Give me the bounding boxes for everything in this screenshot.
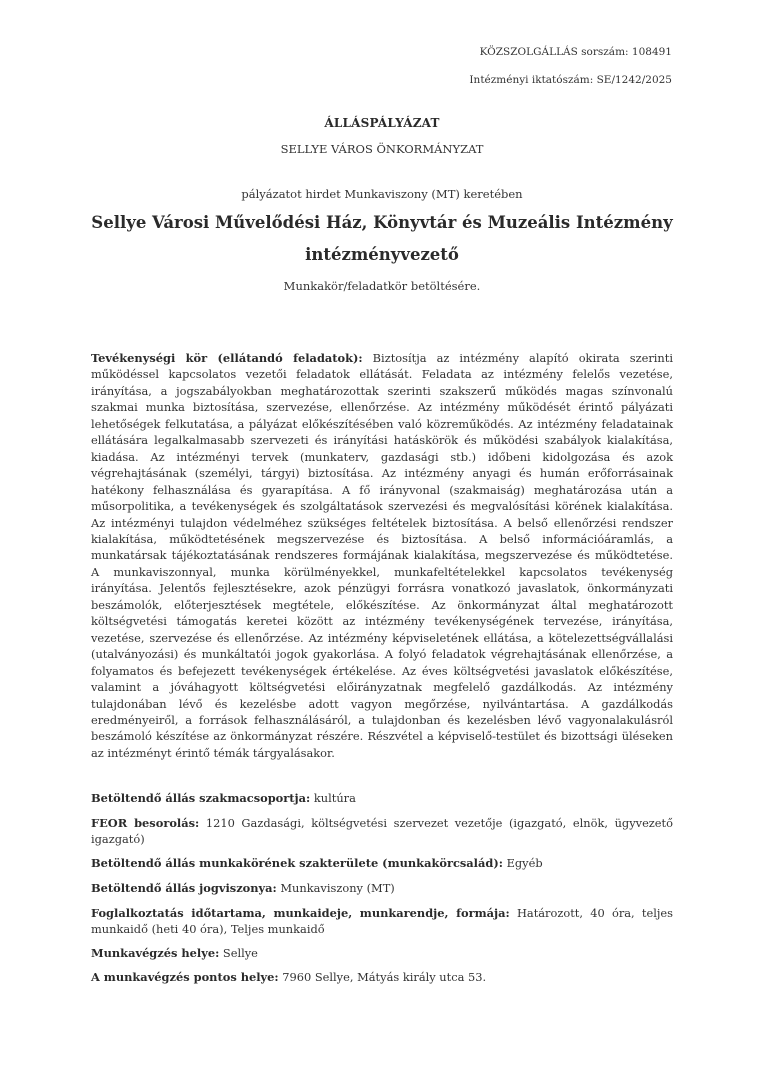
field-legal-relationship	[91, 880, 673, 896]
service-number-line	[480, 46, 672, 58]
field-employment-terms	[91, 905, 673, 938]
field-label: Foglalkoztatás időtartama, munkaideje, munkarendje, formája:	[91, 906, 510, 920]
field-label: Munkavégzés helye:	[91, 946, 220, 960]
registry-number: SE/1242/2025	[596, 74, 672, 86]
field-label: FEOR besorolás:	[91, 816, 200, 830]
field-value: 1210 Gazdasági, költségvetési szervezet vezetője (igazgató, elnök, ügyvezető igazgató)	[91, 816, 673, 847]
filling-line: Munkakör/feladatkör betöltésére.	[283, 279, 481, 293]
field-exact-address	[91, 969, 673, 985]
issuer-name: SELLYE VÁROS ÖNKORMÁNYZAT	[280, 142, 484, 156]
service-number-label: KÖZSZOLGÁLLÁS sorszám:	[479, 46, 629, 58]
duties-label: Tevékenységi kör (ellátandó feladatok):	[91, 351, 363, 365]
field-label: Betöltendő állás szakmacsoportja:	[91, 791, 311, 805]
registry-number-line	[469, 74, 672, 86]
field-label: Betöltendő állás jogviszonya:	[91, 881, 277, 895]
field-value: 7960 Sellye, Mátyás király utca 53.	[278, 970, 487, 984]
position-title: intézményvezető	[305, 245, 459, 264]
field-value: Munkaviszony (MT)	[276, 881, 395, 895]
field-value: Egyéb	[502, 856, 543, 870]
announcement-line: pályázatot hirdet Munkaviszony (MT) keretében	[241, 187, 523, 201]
registry-label: Intézményi iktatószám:	[469, 74, 594, 86]
duties-paragraph	[91, 350, 673, 761]
field-job-group	[91, 790, 673, 806]
field-work-place	[91, 945, 673, 961]
field-value: kultúra	[310, 791, 356, 805]
service-number: 108491	[631, 46, 672, 58]
field-job-area	[91, 855, 673, 871]
field-label: A munkavégzés pontos helye:	[91, 970, 279, 984]
duties-text: Biztosítja az intézmény alapító okirata szerinti működéssel kapcsolatos vezetői feladatok ellátását. Feladata az intézmény felelős vezetése, irányítása, a jogszabályokban meghatározottak szerinti szakszerű működés magas színvonalú szakmai munka biztosítása, szervezése, ellenőrzése. Az intézmény működését érintő pályázati lehetőségek felkutatása, a pályázat előkészítésében való közreműködés. Az intézmény feladatainak ellátására legalkalmasabb szervezeti és irányítási hatáskörök és működési szabályok kialakítása, kiadása. Az intézményi tervek (munkaterv, gazdasági stb.) időbeni kidolgozása és azok végrehajtásának (személyi, tárgyi) biztosítása. Az intézmény anyagi és humán erőforrásainak hatékony felhasználása és gyarapítása. A fő irányvonal (szakmaiság) meghatározása után a műsorpolitika, a tevékenységek és szolgáltatások szervezési és megvalósítási körének kialakítása. Az intézményi tulajdon védelméhez szükséges feltételek biztosítása. A belső ellenőrzési rendszer kialakítása, működtetésének megszervezése és biztosítása. A belső információáramlás, a munkatársak tájékoztatásának rendszeres formájának kialakítása, megszervezése és működtetése. A munkaviszonnyal, munka körülményekkel, munkafeltételekkel kapcsolatos tevékenység irányítása. Jelentős fejlesztésekre, azok pénzügyi forrásra vonatkozó javaslatok, önkormányzati beszámolók, előterjesztések megtétele, előkészítése. Az önkormányzat által meghatározott költségvetési támogatás keretei között az intézmény tevékenységének tervezése, irányítása, vezetése, szervezése és ellenőrzése. Az intézmény képviseletének ellátása, a kötelezettségvállalási (utalványozási) és munkáltatói jogok gyakorlása. A folyó feladatok végrehajtásának ellenőrzése, a folyamatos és befejezett tevékenységek értékelése. Az éves költségvetési javaslatok előkészítése, valamint a jóváhagyott költségvetési előirányzatnak megfelelő gazdálkodás. Az intézmény tulajdonában lévő és kezelésbe adott vagyon megőrzése, nyilvántartása. A gazdálkodás eredményeiről, a források felhasználásáról, a tulajdonban és kezelésben lévő vagyonalakulásról beszámoló készítése az önkormányzat részére. Részvétel a képviselő-testület és bizottsági üléseken az intézményt érintő témák tárgyalásakor.	[91, 351, 673, 760]
institution-name: Sellye Városi Művelődési Ház, Könyvtár és Muzeális Intézmény	[91, 213, 673, 232]
document-type-heading: ÁLLÁSPÁLYÁZAT	[324, 116, 440, 130]
field-label: Betöltendő állás munkakörének szakterülete (munkakörcsalád):	[91, 856, 503, 870]
field-value: Sellye	[219, 946, 258, 960]
field-value: Határozott, 40 óra, teljes munkaidő (heti 40 óra), Teljes munkaidő	[91, 906, 673, 937]
field-feor	[91, 815, 673, 848]
